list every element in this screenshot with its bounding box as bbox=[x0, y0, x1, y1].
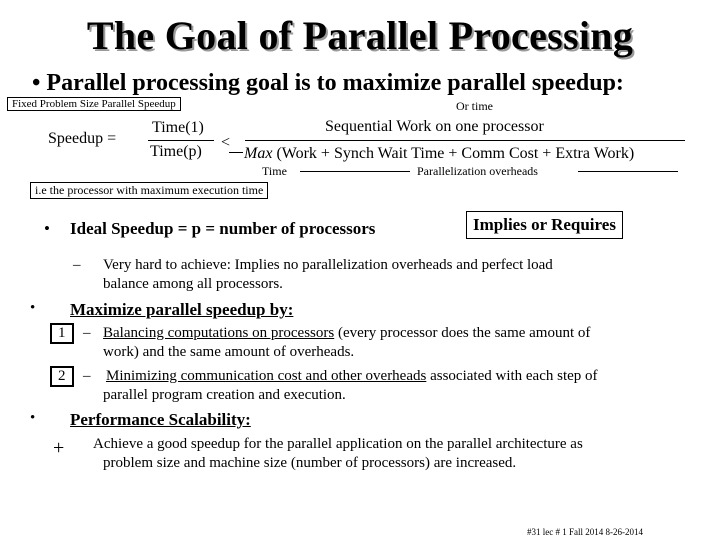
maximize-heading: Maximize parallel speedup by: bbox=[70, 300, 294, 319]
sequential-work: Sequential Work on one processor bbox=[325, 118, 544, 135]
achieve-line-1: Achieve a good speedup for the parallel application on the parallel architecture as bbox=[93, 436, 583, 452]
minimizing-underlined: Minimizing communication cost and other overheads bbox=[106, 368, 427, 384]
performance-heading: Performance Scalability: bbox=[70, 410, 251, 429]
balancing-underlined: Balancing computations on processors bbox=[103, 325, 335, 341]
less-than-underline bbox=[229, 152, 243, 153]
balancing-line-2: work) and the same amount of overheads. bbox=[103, 344, 355, 360]
performance-bullet-dot: • bbox=[30, 410, 36, 426]
minimizing-line-1 bbox=[106, 368, 598, 385]
fixed-size-label: Fixed Problem Size Parallel Speedup bbox=[7, 97, 181, 111]
overhead-line-left bbox=[300, 171, 410, 172]
goal-bullet: • Parallel processing goal is to maximize parallel speedup: bbox=[32, 70, 624, 96]
hard-line-2: balance among all processors. bbox=[103, 276, 283, 292]
fraction-bar-right bbox=[245, 140, 685, 141]
ideal-bullet-dot: • bbox=[44, 219, 50, 238]
max-rest: (Work + Synch Wait Time + Comm Cost + Extra Work) bbox=[276, 145, 635, 162]
hard-dash: – bbox=[73, 257, 81, 273]
minimizing-rest: associated with each step of bbox=[426, 368, 598, 384]
minimizing-line-2: parallel program creation and execution. bbox=[103, 387, 346, 403]
overhead-line-right bbox=[578, 171, 678, 172]
time-p: Time(p) bbox=[150, 143, 202, 160]
max-word: Max bbox=[244, 145, 273, 162]
slide-footer: #31 lec # 1 Fall 2014 8-26-2014 bbox=[527, 527, 643, 537]
speedup-equals: Speedup = bbox=[48, 130, 117, 147]
time-small-label: Time bbox=[262, 164, 287, 178]
maximize-bullet-dot: • bbox=[30, 300, 36, 316]
hard-line-1: Very hard to achieve: Implies no parallelization overheads and perfect load bbox=[103, 257, 553, 273]
max-expression bbox=[244, 145, 634, 163]
dash-1: – bbox=[83, 325, 91, 341]
ideal-speedup: Ideal Speedup = p = number of processors bbox=[70, 219, 376, 238]
fraction-bar-left bbox=[148, 140, 214, 141]
step-1-box: 1 bbox=[50, 323, 74, 344]
plus-sign: + bbox=[53, 437, 65, 459]
balancing-rest: (every processor does the same amount of bbox=[334, 325, 591, 341]
slide-title: The Goal of Parallel Processing bbox=[86, 13, 634, 58]
parallelization-overheads: Parallelization overheads bbox=[417, 164, 538, 178]
less-than-sign: < bbox=[221, 134, 231, 151]
step-2-box: 2 bbox=[50, 366, 74, 387]
or-time-label: Or time bbox=[456, 99, 493, 113]
achieve-line-2: problem size and machine size (number of processors) are increased. bbox=[103, 455, 517, 471]
ie-max-time-label: i.e the processor with maximum execution time bbox=[30, 182, 268, 199]
dash-2: – bbox=[83, 368, 91, 384]
implies-box: Implies or Requires bbox=[466, 211, 623, 239]
time-1: Time(1) bbox=[152, 119, 204, 136]
balancing-line-1 bbox=[103, 325, 590, 342]
